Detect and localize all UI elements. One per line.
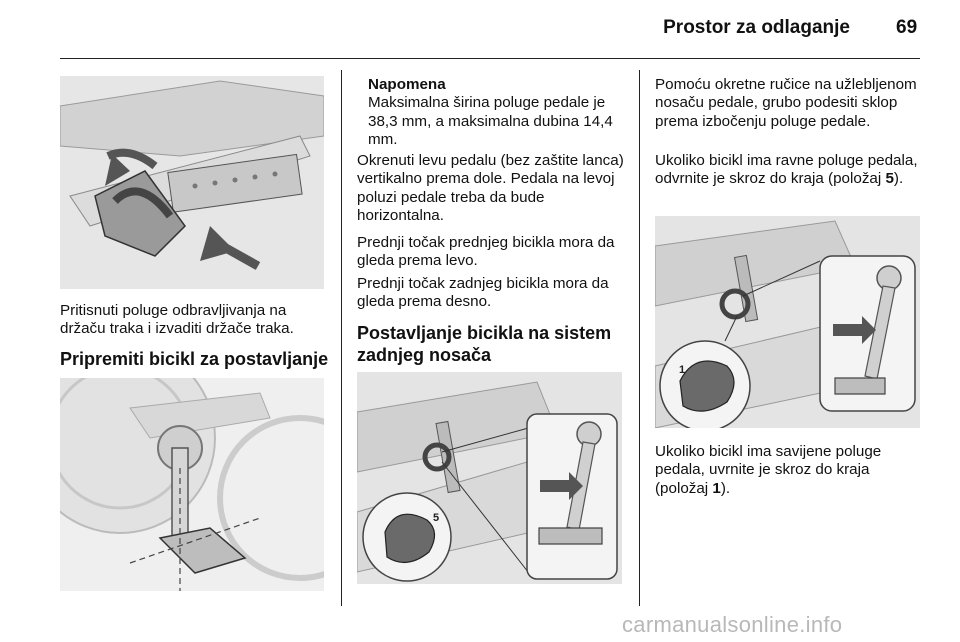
page-title: Prostor za odlaganje — [663, 17, 850, 38]
position-1-bold: 1 — [712, 479, 721, 497]
position-5-bold: 5 — [885, 170, 894, 188]
note-text: Maksimalna širina poluge pedale je 38,3 mm, a maksimalna dubina 14,4 mm. — [368, 94, 613, 148]
rear-bike-wheel-text: Prednji točak zadnjeg bicikla mora da gleda prema desno. — [357, 275, 609, 311]
straight-crank-text-main: Ukoliko bicikl ima ravne poluge pedala, odvrnite je skroz do kraja (položaj — [655, 152, 918, 188]
note-block — [368, 76, 630, 149]
section-heading-mount: Postavljanje bicikla na sistem zadnjeg nosača — [357, 323, 612, 365]
header-divider — [60, 58, 920, 59]
strap-holder-illustration — [60, 76, 324, 289]
pedal-holder-illustration-5 — [357, 372, 622, 584]
watermark: carmanualsonline.info — [622, 612, 843, 637]
pedal-orientation-text: Okrenuti levu pedalu (bez zaštite lanca) vertikalno prema dole. Pedala na levoj poluzi pedale treba da bude horizontalna. — [357, 152, 624, 224]
position-marker-1: 1 — [679, 364, 686, 376]
straight-crank-text — [655, 152, 920, 189]
front-bike-wheel-text: Prednji točak prednjeg bicikla mora da gleda prema levo. — [357, 234, 615, 270]
strap-instruction: Pritisnuti poluge odbravljivanja na držaču traka i izvaditi držače traka. — [60, 302, 294, 338]
figure-pedal-position — [60, 378, 324, 591]
page-number: 69 — [896, 17, 918, 38]
straight-crank-text-end: ). — [893, 170, 904, 188]
pedal-holder-illustration-1 — [655, 216, 920, 428]
curved-crank-text-end: ). — [720, 479, 731, 497]
curved-crank-text-main: Ukoliko bicikl ima savijene poluge pedala, uvrnite je skroz do kraja (položaj — [655, 443, 882, 497]
figure-strap-holder — [60, 76, 324, 289]
curved-crank-text — [655, 443, 920, 498]
note-title: Napomena — [368, 76, 446, 93]
column-divider-left — [341, 70, 342, 606]
figure-pedal-holder-position-1 — [655, 216, 920, 428]
column-divider-right — [639, 70, 640, 606]
figure-pedal-holder-position-5 — [357, 372, 622, 584]
pedal-illustration — [60, 378, 324, 591]
section-heading-prepare: Pripremiti bicikl za postavljanje — [60, 349, 329, 369]
position-marker-5: 5 — [433, 512, 440, 524]
adjust-instruction-text: Pomoću okretne ručice na užlebljenom nosaču pedale, grubo podesiti sklop prema izbočenju poluge pedale. — [655, 76, 917, 130]
